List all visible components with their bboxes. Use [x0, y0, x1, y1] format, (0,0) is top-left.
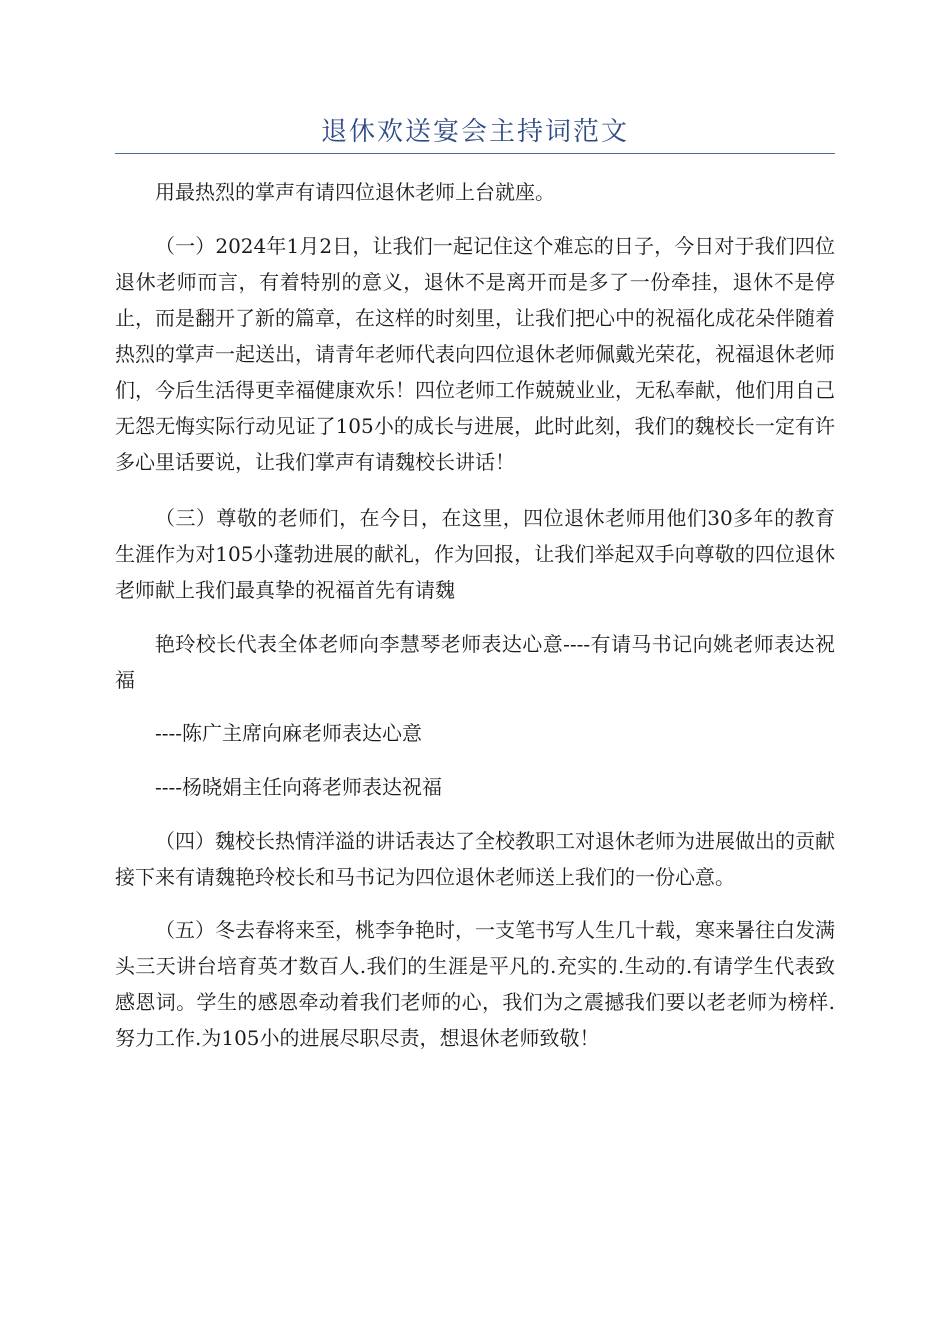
paragraph-section-1: （一）2024年1月2日，让我们一起记住这个难忘的日子，今日对于我们四位退休老师而言，有着特别的意义，退休不是离开而是多了一份牵挂，退休不是停止，而是翻开了新的篇章，在这样的时刻里，让我们把心中的祝福化成花朵伴随着热烈的掌声一起送出，请青年老师代表向四位退休老师佩戴光荣花，祝福退休老师们，今后生活得更幸福健康欢乐！四位老师工作兢兢业业，无私奉献，他们用自己无怨无悔实际行动见证了105小的成长与进展，此时此刻，我们的魏校长一定有许多心里话要说，让我们掌声有请魏校长讲话！ [115, 234, 835, 474]
title-underline [115, 153, 835, 154]
paragraph-tribute-1: 艳玲校长代表全体老师向李慧琴老师表达心意----有请马书记向姚老师表达祝福 [115, 632, 835, 692]
paragraph-section-3: （三）尊敬的老师们，在今日，在这里，四位退休老师用他们30多年的教育生涯作为对105小蓬勃进展的献礼，作为回报，让我们举起双手向尊敬的四位退休老师献上我们最真挚的祝福首先有请魏 [115, 506, 835, 602]
paragraph-tribute-3: ----杨晓娟主任向蒋老师表达祝福 [155, 775, 443, 799]
paragraph-section-5: （五）冬去春将来至，桃李争艳时，一支笔书写人生几十载，寒来暑往白发满头三天讲台培育英才数百人.我们的生涯是平凡的.充实的.生动的.有请学生代表致感恩词。学生的感恩牵动着我们老师的心，我们为之震撼我们要以老老师为榜样.努力工作.为105小的进展尽职尽责，想退休老师致敬！ [115, 918, 835, 1050]
document-body [115, 172, 835, 1056]
paragraph-opening: 用最热烈的掌声有请四位退休老师上台就座。 [155, 180, 555, 204]
document-title: 退休欢送宴会主持词范文 [320, 117, 629, 147]
paragraph-tribute-2: ----陈广主席向麻老师表达心意 [155, 721, 423, 745]
paragraph-section-4: （四）魏校长热情洋溢的讲话表达了全校教职工对退休老师为进展做出的贡献接下来有请魏艳玲校长和马书记为四位退休老师送上我们的一份心意。 [115, 829, 835, 889]
